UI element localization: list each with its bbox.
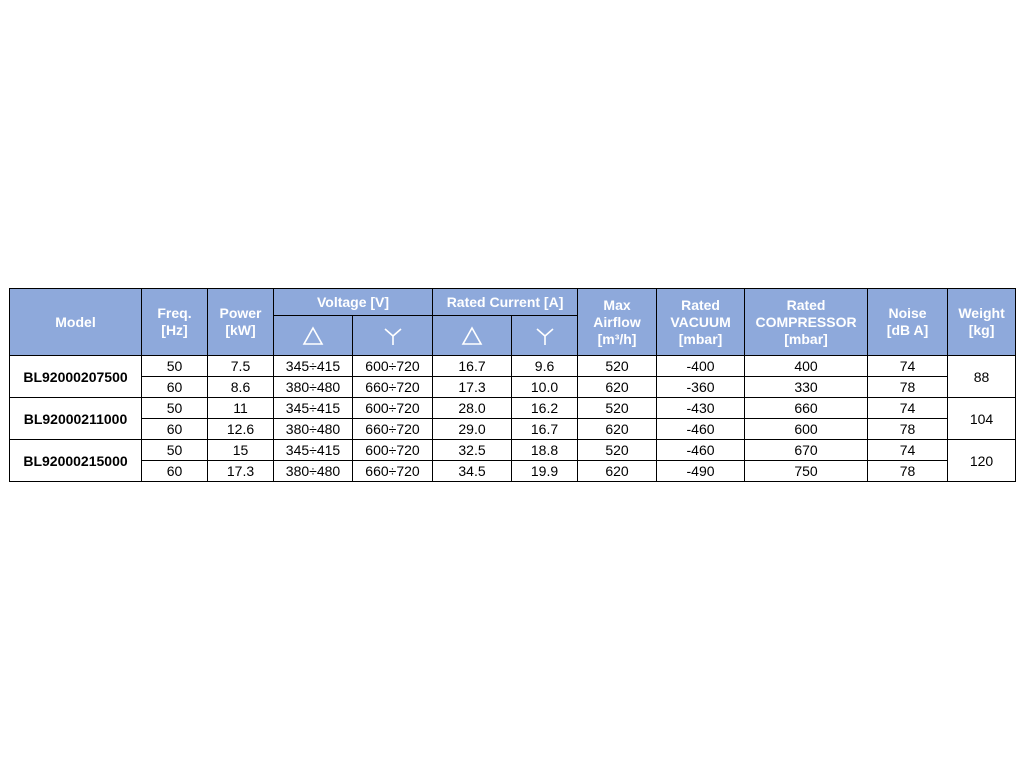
voltage-delta-cell: 345÷415	[274, 356, 353, 377]
vacuum-header-line2: VACUUM	[670, 313, 731, 330]
airflow-cell: 620	[578, 461, 657, 482]
vacuum-cell: -360	[657, 377, 745, 398]
rated-current-header: Rated Current [A]	[433, 289, 578, 316]
compressor-cell: 660	[745, 398, 868, 419]
vacuum-header-unit: [mbar]	[678, 330, 723, 347]
compressor-cell: 400	[745, 356, 868, 377]
voltage-star-header	[353, 316, 433, 356]
current-star-cell: 19.9	[512, 461, 578, 482]
weight-header-unit: [kg]	[968, 322, 995, 338]
power-cell: 11	[208, 398, 274, 419]
airflow-cell: 520	[578, 398, 657, 419]
freq-cell: 60	[142, 419, 208, 440]
power-cell: 17.3	[208, 461, 274, 482]
freq-header-unit: [Hz]	[161, 322, 188, 338]
voltage-delta-cell: 345÷415	[274, 440, 353, 461]
airflow-cell: 620	[578, 419, 657, 440]
star-icon	[382, 326, 404, 346]
noise-cell: 78	[868, 419, 948, 440]
model-cell: BL92000215000	[10, 440, 142, 482]
voltage-delta-cell: 380÷480	[274, 377, 353, 398]
compressor-header-line2: COMPRESSOR	[755, 313, 857, 330]
spec-body	[10, 356, 1016, 482]
current-star-cell: 16.2	[512, 398, 578, 419]
voltage-delta-cell: 345÷415	[274, 398, 353, 419]
power-header	[208, 289, 274, 356]
voltage-delta-header	[274, 316, 353, 356]
vacuum-cell: -430	[657, 398, 745, 419]
weight-header-line: Weight	[958, 305, 1005, 321]
current-delta-header	[433, 316, 512, 356]
table-row	[10, 419, 1016, 440]
airflow-header-unit: [m³/h]	[597, 330, 637, 347]
power-cell: 15	[208, 440, 274, 461]
airflow-header-line1: Max	[603, 296, 631, 313]
voltage-delta-cell: 380÷480	[274, 419, 353, 440]
delta-icon	[461, 326, 483, 346]
freq-cell: 50	[142, 356, 208, 377]
vacuum-header-line1: Rated	[681, 296, 720, 313]
vacuum-cell: -400	[657, 356, 745, 377]
table-row	[10, 377, 1016, 398]
table-row	[10, 398, 1016, 419]
noise-cell: 74	[868, 398, 948, 419]
model-cell: BL92000207500	[10, 356, 142, 398]
weight-cell: 120	[948, 440, 1016, 482]
airflow-header	[578, 289, 657, 356]
noise-cell: 74	[868, 356, 948, 377]
airflow-header-line2: Airflow	[593, 313, 641, 330]
voltage-delta-cell: 380÷480	[274, 461, 353, 482]
freq-cell: 50	[142, 398, 208, 419]
noise-header-unit: [dB A]	[886, 322, 929, 338]
current-delta-cell: 16.7	[433, 356, 512, 377]
weight-cell: 104	[948, 398, 1016, 440]
voltage-star-cell: 660÷720	[353, 419, 433, 440]
weight-cell: 88	[948, 356, 1016, 398]
power-header-unit: [kW]	[225, 322, 256, 338]
voltage-header: Voltage [V]	[274, 289, 433, 316]
freq-cell: 60	[142, 377, 208, 398]
compressor-cell: 330	[745, 377, 868, 398]
noise-cell: 74	[868, 440, 948, 461]
compressor-header-unit: [mbar]	[784, 330, 828, 347]
noise-cell: 78	[868, 377, 948, 398]
voltage-star-cell: 600÷720	[353, 398, 433, 419]
vacuum-cell: -490	[657, 461, 745, 482]
vacuum-cell: -460	[657, 440, 745, 461]
current-delta-cell: 34.5	[433, 461, 512, 482]
noise-header	[868, 289, 948, 356]
power-cell: 12.6	[208, 419, 274, 440]
voltage-star-cell: 600÷720	[353, 356, 433, 377]
current-star-cell: 16.7	[512, 419, 578, 440]
voltage-star-cell: 600÷720	[353, 440, 433, 461]
vacuum-header	[657, 289, 745, 356]
table-row	[10, 440, 1016, 461]
spec-table	[9, 288, 1016, 482]
weight-header	[948, 289, 1016, 356]
current-star-cell: 9.6	[512, 356, 578, 377]
voltage-star-cell: 660÷720	[353, 377, 433, 398]
table-row	[10, 461, 1016, 482]
voltage-star-cell: 660÷720	[353, 461, 433, 482]
compressor-cell: 600	[745, 419, 868, 440]
freq-header-line: Freq.	[157, 305, 192, 321]
model-header: Model	[10, 289, 142, 356]
delta-icon	[302, 326, 324, 346]
current-star-cell: 18.8	[512, 440, 578, 461]
compressor-header	[745, 289, 868, 356]
current-delta-cell: 32.5	[433, 440, 512, 461]
freq-cell: 60	[142, 461, 208, 482]
power-cell: 7.5	[208, 356, 274, 377]
freq-cell: 50	[142, 440, 208, 461]
table-row	[10, 356, 1016, 377]
power-cell: 8.6	[208, 377, 274, 398]
star-icon	[534, 326, 556, 346]
noise-header-line: Noise	[888, 305, 927, 321]
current-delta-cell: 29.0	[433, 419, 512, 440]
current-star-header	[512, 316, 578, 356]
noise-cell: 78	[868, 461, 948, 482]
current-delta-cell: 17.3	[433, 377, 512, 398]
freq-header	[142, 289, 208, 356]
header-row-1	[10, 289, 1016, 316]
airflow-cell: 620	[578, 377, 657, 398]
airflow-cell: 520	[578, 356, 657, 377]
model-cell: BL92000211000	[10, 398, 142, 440]
current-star-cell: 10.0	[512, 377, 578, 398]
airflow-cell: 520	[578, 440, 657, 461]
vacuum-cell: -460	[657, 419, 745, 440]
compressor-cell: 670	[745, 440, 868, 461]
compressor-cell: 750	[745, 461, 868, 482]
current-delta-cell: 28.0	[433, 398, 512, 419]
compressor-header-line1: Rated	[786, 296, 826, 313]
power-header-line: Power	[219, 305, 262, 321]
